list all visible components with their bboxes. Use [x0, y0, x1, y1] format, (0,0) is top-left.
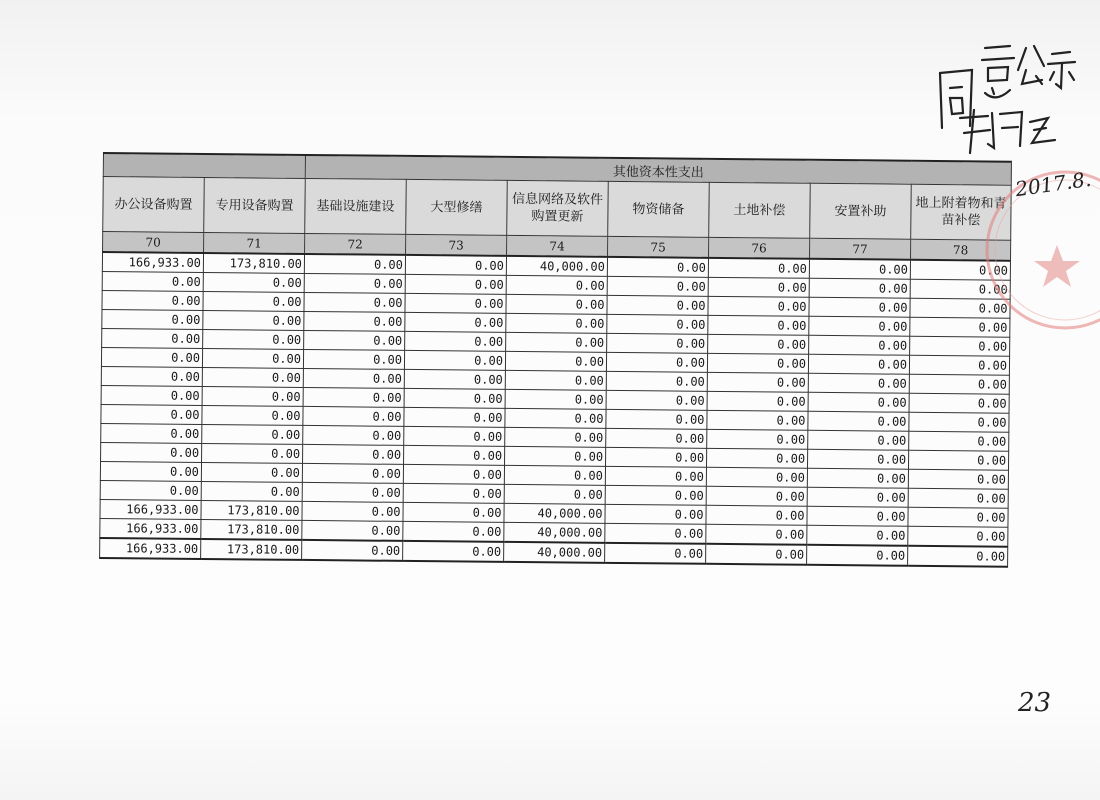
column-header: 物资储备 — [608, 181, 710, 237]
column-code: 70 — [103, 232, 204, 253]
column-code: 71 — [204, 232, 305, 253]
table-cell: 0.00 — [605, 523, 706, 543]
handwritten-page-number: 23 — [1018, 688, 1052, 718]
table-cell: 40,000.00 — [504, 522, 605, 542]
table-cell: 0.00 — [909, 393, 1009, 413]
table-cell: 0.00 — [605, 504, 706, 524]
table-cell: 0.00 — [809, 259, 910, 279]
table-cell: 0.00 — [404, 350, 505, 370]
table-cell: 0.00 — [203, 291, 304, 311]
table-cell: 0.00 — [201, 462, 302, 482]
column-header: 信息网络及软件购置更新 — [507, 180, 609, 236]
table-cell: 0.00 — [807, 506, 908, 526]
table-cell: 0.00 — [910, 298, 1010, 318]
table-cell: 0.00 — [807, 449, 908, 469]
table-cell: 0.00 — [303, 368, 404, 388]
table-cell: 0.00 — [808, 430, 909, 450]
table-cell: 173,810.00 — [201, 500, 302, 520]
table-cell: 0.00 — [405, 331, 506, 351]
table-cell: 0.00 — [505, 370, 606, 390]
table-cell: 0.00 — [910, 260, 1010, 280]
table-cell: 0.00 — [807, 468, 908, 488]
table-cell: 0.00 — [505, 408, 606, 428]
table-cell: 0.00 — [403, 502, 504, 522]
table-cell: 0.00 — [910, 279, 1010, 299]
table-cell: 0.00 — [706, 467, 807, 487]
table-cell: 0.00 — [707, 391, 808, 411]
column-code: 74 — [507, 235, 608, 256]
column-code: 73 — [406, 234, 507, 255]
table-cell: 0.00 — [707, 372, 808, 392]
table-cell: 0.00 — [202, 443, 303, 463]
table-cell: 0.00 — [909, 355, 1009, 375]
table-cell: 0.00 — [505, 446, 606, 466]
table-cell: 0.00 — [605, 485, 706, 505]
table-cell: 0.00 — [302, 520, 403, 540]
table-cell: 0.00 — [101, 442, 202, 462]
table-cell: 0.00 — [706, 524, 807, 544]
table-cell: 0.00 — [403, 541, 504, 562]
table-cell: 0.00 — [909, 412, 1009, 432]
table-cell: 0.00 — [303, 387, 404, 407]
handwritten-date: 2017.8. — [1013, 166, 1093, 202]
table-cell: 0.00 — [302, 501, 403, 521]
table-cell: 0.00 — [809, 278, 910, 298]
table-cell: 0.00 — [202, 424, 303, 444]
table-cell: 0.00 — [404, 426, 505, 446]
column-code: 72 — [305, 233, 406, 254]
table-cell: 0.00 — [303, 349, 404, 369]
column-header: 专用设备购置 — [204, 177, 306, 233]
expenditure-table-sheet — [99, 152, 1011, 568]
table-cell: 0.00 — [708, 296, 809, 316]
table-cell: 0.00 — [202, 405, 303, 425]
table-cell: 0.00 — [505, 427, 606, 447]
table-cell: 0.00 — [101, 366, 202, 386]
table-cell: 0.00 — [807, 487, 908, 507]
column-code: 78 — [911, 239, 1011, 260]
table-cell: 0.00 — [404, 445, 505, 465]
capital-expenditure-table — [99, 152, 1012, 568]
table-cell: 166,933.00 — [102, 252, 203, 272]
table-cell: 0.00 — [100, 480, 201, 500]
table-cell: 0.00 — [606, 447, 707, 467]
table-cell: 0.00 — [304, 273, 405, 293]
column-header: 大型修缮 — [406, 179, 508, 235]
table-cell: 0.00 — [708, 334, 809, 354]
table-cell: 0.00 — [706, 544, 807, 565]
table-cell: 0.00 — [304, 330, 405, 350]
table-cell: 0.00 — [607, 295, 708, 315]
table-cell: 0.00 — [910, 336, 1010, 356]
table-cell: 0.00 — [606, 352, 707, 372]
table-cell: 0.00 — [606, 390, 707, 410]
column-header: 地上附着物和青苗补偿 — [911, 184, 1012, 240]
table-cell: 0.00 — [505, 351, 606, 371]
table-cell: 40,000.00 — [504, 542, 605, 563]
table-cell: 0.00 — [807, 545, 908, 566]
table-cell: 0.00 — [606, 409, 707, 429]
column-header: 安置补助 — [810, 183, 912, 239]
table-cell: 0.00 — [404, 388, 505, 408]
table-cell: 0.00 — [707, 429, 808, 449]
table-cell: 0.00 — [202, 348, 303, 368]
table-cell: 0.00 — [404, 369, 505, 389]
table-cell: 0.00 — [505, 389, 606, 409]
table-cell: 0.00 — [404, 407, 505, 427]
table-cell: 0.00 — [302, 463, 403, 483]
table-cell: 0.00 — [304, 311, 405, 331]
table-body — [100, 252, 1011, 567]
handwritten-signature — [930, 18, 1080, 168]
table-cell: 0.00 — [101, 347, 202, 367]
table-cell: 0.00 — [102, 309, 203, 329]
table-cell: 0.00 — [708, 258, 809, 278]
table-cell: 0.00 — [504, 465, 605, 485]
table-cell: 0.00 — [706, 505, 807, 525]
table-cell: 0.00 — [908, 488, 1008, 508]
table-cell: 0.00 — [809, 316, 910, 336]
table-cell: 0.00 — [405, 255, 506, 275]
table-cell: 0.00 — [203, 329, 304, 349]
table-cell: 0.00 — [405, 293, 506, 313]
table-cell: 0.00 — [908, 526, 1008, 546]
column-code: 76 — [709, 237, 810, 258]
table-cell: 166,933.00 — [100, 538, 201, 559]
table-cell: 173,810.00 — [203, 253, 304, 273]
table-cell: 0.00 — [203, 272, 304, 292]
table-cell: 0.00 — [910, 317, 1010, 337]
table-cell: 166,933.00 — [100, 499, 201, 519]
table-cell: 0.00 — [606, 371, 707, 391]
table-cell: 0.00 — [708, 315, 809, 335]
table-cell: 0.00 — [101, 423, 202, 443]
table-cell: 0.00 — [403, 483, 504, 503]
column-header: 基础设施建设 — [305, 178, 407, 234]
table-cell: 0.00 — [908, 546, 1008, 567]
table-cell: 0.00 — [202, 367, 303, 387]
table-cell: 0.00 — [607, 314, 708, 334]
column-header-row — [103, 177, 1012, 241]
table-cell: 0.00 — [403, 521, 504, 541]
table-cell: 0.00 — [504, 484, 605, 504]
table-cell: 0.00 — [606, 428, 707, 448]
table-cell: 173,810.00 — [201, 519, 302, 539]
table-cell: 0.00 — [605, 466, 706, 486]
group-header-title: 其他资本性支出 — [305, 155, 1011, 185]
table-cell: 0.00 — [303, 425, 404, 445]
table-cell: 0.00 — [808, 392, 909, 412]
table-cell: 0.00 — [302, 482, 403, 502]
table-cell: 0.00 — [707, 448, 808, 468]
table-cell: 0.00 — [303, 406, 404, 426]
table-cell: 166,933.00 — [100, 518, 201, 538]
table-cell: 0.00 — [808, 411, 909, 431]
table-cell: 0.00 — [908, 450, 1008, 470]
table-cell: 0.00 — [506, 313, 607, 333]
table-cell: 0.00 — [102, 290, 203, 310]
table-cell: 0.00 — [808, 373, 909, 393]
column-header: 办公设备购置 — [103, 177, 205, 233]
table-cell: 0.00 — [506, 275, 607, 295]
column-code: 77 — [810, 238, 911, 259]
table-cell: 0.00 — [605, 543, 706, 564]
column-code: 75 — [608, 236, 709, 257]
table-cell: 0.00 — [607, 333, 708, 353]
table-cell: 0.00 — [708, 277, 809, 297]
table-cell: 0.00 — [201, 481, 302, 501]
table-cell: 40,000.00 — [506, 256, 607, 276]
table-cell: 0.00 — [607, 257, 708, 277]
table-cell: 0.00 — [707, 410, 808, 430]
table-cell: 0.00 — [303, 444, 404, 464]
table-cell: 0.00 — [405, 274, 506, 294]
table-cell: 0.00 — [202, 386, 303, 406]
table-cell: 0.00 — [102, 328, 203, 348]
table-cell: 0.00 — [101, 404, 202, 424]
table-cell: 40,000.00 — [504, 503, 605, 523]
table-cell: 0.00 — [506, 332, 607, 352]
table-cell: 0.00 — [506, 294, 607, 314]
group-header-blank — [103, 153, 305, 178]
table-cell: 0.00 — [302, 540, 403, 561]
table-cell: 0.00 — [101, 385, 202, 405]
table-cell: 0.00 — [809, 335, 910, 355]
table-cell: 0.00 — [808, 354, 909, 374]
table-cell: 0.00 — [304, 254, 405, 274]
table-cell: 0.00 — [102, 271, 203, 291]
table-cell: 0.00 — [403, 464, 504, 484]
column-header: 土地补偿 — [709, 182, 811, 238]
table-cell: 0.00 — [706, 486, 807, 506]
table-cell: 0.00 — [203, 310, 304, 330]
table-cell: 173,810.00 — [201, 539, 302, 560]
table-cell: 0.00 — [908, 469, 1008, 489]
table-cell: 0.00 — [909, 431, 1009, 451]
table-cell: 0.00 — [304, 292, 405, 312]
table-cell: 0.00 — [908, 507, 1008, 527]
table-cell: 0.00 — [909, 374, 1009, 394]
table-cell: 0.00 — [405, 312, 506, 332]
table-cell: 0.00 — [809, 297, 910, 317]
table-cell: 0.00 — [807, 525, 908, 545]
table-cell: 0.00 — [707, 353, 808, 373]
table-cell: 0.00 — [607, 276, 708, 296]
table-cell: 0.00 — [100, 461, 201, 481]
